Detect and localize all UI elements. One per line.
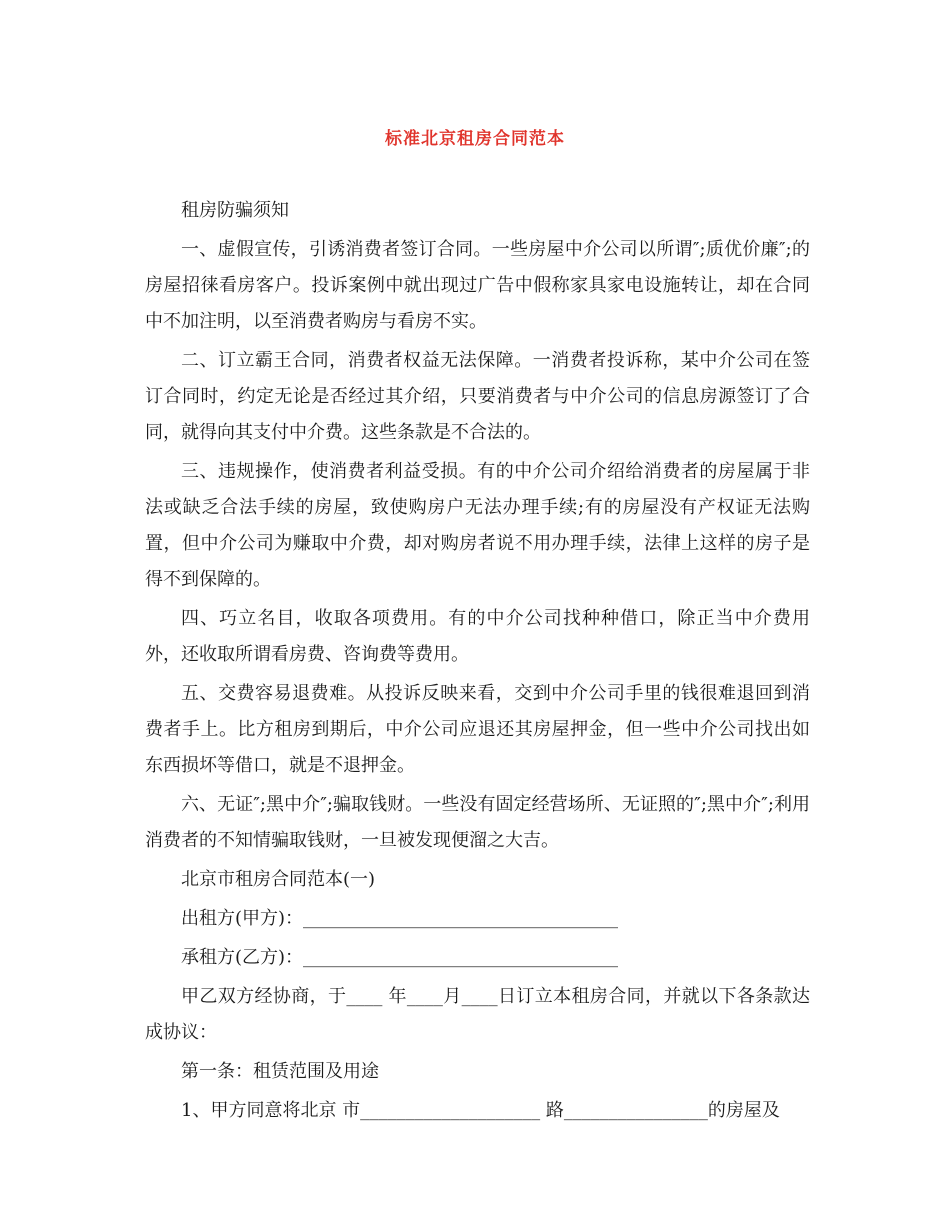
paragraph-unlicensed-agency: 六、无证″;黑中介″;骗取钱财。一些没有固定经营场所、无证照的″;黑中介″;利用消费者的不知情骗取钱财，一旦被发现便溜之大吉。 bbox=[145, 794, 810, 851]
document-body bbox=[145, 193, 810, 1132]
paragraph-extra-fees: 四、巧立名目，收取各项费用。有的中介公司找种种借口，除正当中介费用外，还收取所谓看房费、咨询费等费用。 bbox=[145, 608, 810, 665]
document-title: 标准北京租房合同范本 bbox=[385, 129, 565, 149]
paragraph-contract-heading: 北京市租房合同范本(一) bbox=[181, 869, 376, 890]
article-one-clause-1: 1、甲方同意将北京 市____________________ 路________________的房屋及 bbox=[181, 1100, 780, 1121]
paragraph-illegal-operation: 三、违规操作，使消费者利益受损。有的中介公司介绍给消费者的房屋属于非法或缺乏合法手续的房屋，致使购房户无法办理手续;有的房屋没有产权证无法购置，但中介公司为赚取中介费，却对购房者说不用办理手续，法律上这样的房子是得不到保障的。 bbox=[145, 461, 810, 590]
paragraph-refund-difficulty: 五、交费容易退费难。从投诉反映来看，交到中介公司手里的钱很难退回到消费者手上。比方租房到期后，中介公司应退还其房屋押金，但一些中介公司找出如东西损坏等借口，就是不退押金。 bbox=[145, 683, 810, 776]
article-one-heading: 第一条：租赁范围及用途 bbox=[181, 1061, 379, 1082]
paragraph-unfair-contract: 二、订立霸王合同，消费者权益无法保障。一消费者投诉称，某中介公司在签订合同时，约定无论是否经过其介绍，只要消费者与中介公司的信息房源签订了合同，就得向其支付中介费。这些条款是不合法的。 bbox=[145, 350, 810, 443]
field-lessor: 出租方(甲方)：___________________________________ bbox=[181, 908, 619, 929]
paragraph-false-advertising: 一、虚假宣传，引诱消费者签订合同。一些房屋中介公司以所谓″;质优价廉″;的房屋招徕看房客户。投诉案例中就出现过广告中假称家具家电设施转让，却在合同中不加注明，以至消费者购房与看房不实。 bbox=[145, 239, 810, 332]
paragraph-fraud-notice-heading: 租房防骗须知 bbox=[181, 200, 289, 221]
paragraph-agreement-date: 甲乙双方经协商，于____ 年____月____日订立本租房合同，并就以下各条款达成协议： bbox=[145, 986, 810, 1043]
field-lessee: 承租方(乙方)：___________________________________ bbox=[181, 947, 619, 968]
